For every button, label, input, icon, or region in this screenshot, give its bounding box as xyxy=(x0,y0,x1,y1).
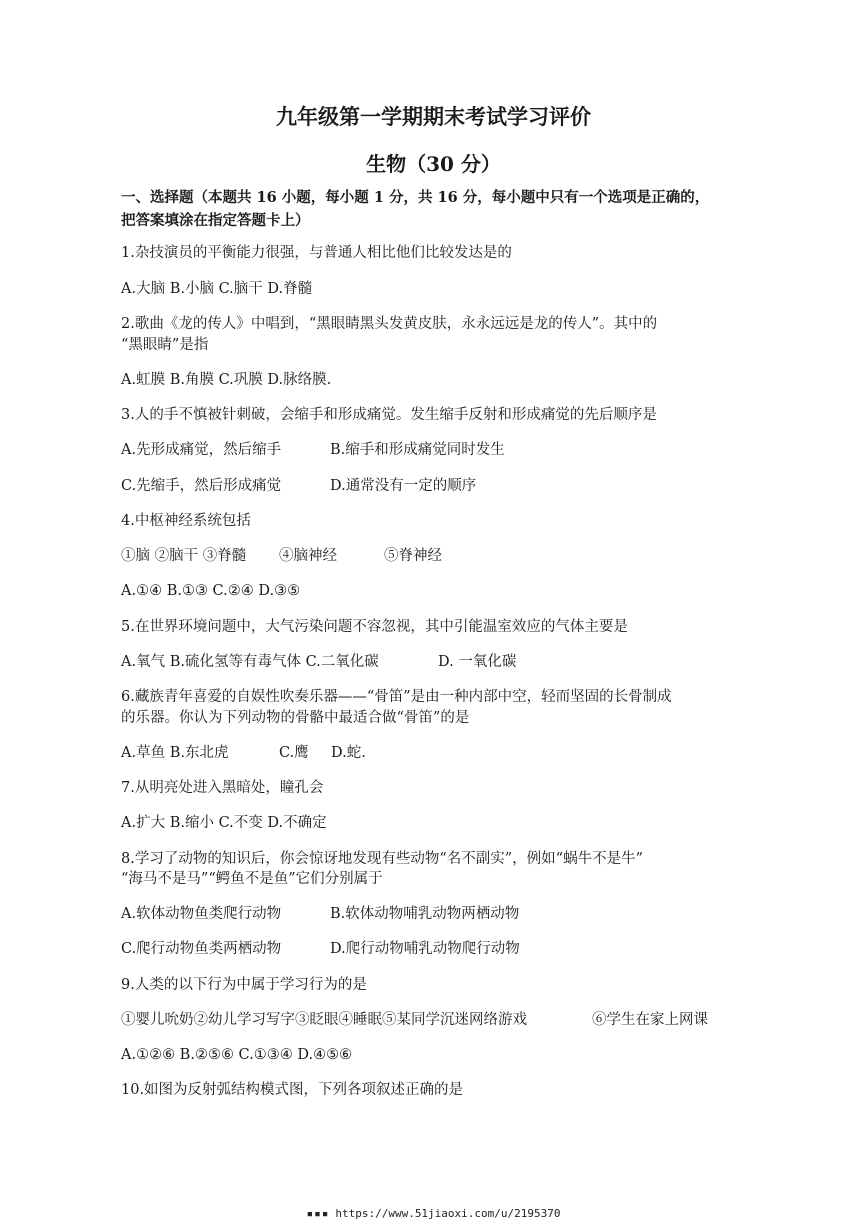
question-9-items: ①婴儿吮奶②幼儿学习写字③眨眼④睡眠⑤某同学沉迷网络游戏 xyxy=(121,1012,527,1028)
question-3-option-a: A.先形成痛觉，然后缩手 xyxy=(121,442,282,458)
question-8-option-d: D.爬行动物哺乳动物爬行动物 xyxy=(330,941,520,957)
question-2-line-2: “黑眼睛”是指 xyxy=(121,337,209,353)
question-4-items-1: ①脑 ②脑干 ③脊髓 xyxy=(121,548,247,564)
question-1: 1.杂技演员的平衡能力很强，与普通人相比他们比较发达是的 xyxy=(121,245,512,261)
question-7-options: A.扩大 B.缩小 C.不变 D.不确定 xyxy=(121,815,327,831)
question-8-line-2: “海马不是马”“鳄鱼不是鱼”它们分别属于 xyxy=(121,871,383,887)
question-9-options: A.①②⑥ B.②⑤⑥ C.①③④ D.④⑤⑥ xyxy=(121,1047,353,1063)
question-6-options-ab: A.草鱼 B.东北虎 xyxy=(121,745,229,761)
question-9: 9.人类的以下行为中属于学习行为的是 xyxy=(121,977,367,993)
watermark-dots-icon: ▪▪▪ xyxy=(306,1207,330,1220)
question-6-option-d: D.蛇. xyxy=(331,745,366,761)
question-7: 7.从明亮处进入黑暗处，瞳孔会 xyxy=(121,780,324,796)
footer xyxy=(0,1207,867,1220)
question-4-items-2: ④脑神经 xyxy=(279,548,337,564)
question-2-options: A.虹膜 B.角膜 C.巩膜 D.脉络膜. xyxy=(121,372,332,388)
question-3-option-c: C.先缩手，然后形成痛觉 xyxy=(121,478,282,494)
section-header-line-1: 一、选择题（本题共 16 小题，每小题 1 分，共 16 分，每小题中只有一个选项是正确的， xyxy=(121,189,710,206)
question-6-line-1: 6.藏族青年喜爱的自娱性吹奏乐器——“骨笛”是由一种内部中空，轻而坚固的长骨制成 xyxy=(121,689,672,705)
question-1-options: A.大脑 B.小脑 C.脑干 D.脊髓 xyxy=(121,281,313,297)
section-header-line-2: 把答案填涂在指定答题卡上） xyxy=(121,212,310,229)
question-3-option-d: D.通常没有一定的顺序 xyxy=(330,478,477,494)
question-8-option-a: A.软体动物鱼类爬行动物 xyxy=(121,906,282,922)
page-title: 九年级第一学期期末考试学习评价 xyxy=(276,104,591,129)
question-8-option-c: C.爬行动物鱼类两栖动物 xyxy=(121,941,282,957)
question-3-option-b: B.缩手和形成痛觉同时发生 xyxy=(330,442,505,458)
section-header xyxy=(121,186,761,232)
question-6-line-2: 的乐器。你认为下列动物的骨骼中最适合做“骨笛”的是 xyxy=(121,710,470,726)
question-10: 10.如图为反射弧结构模式图，下列各项叙述正确的是 xyxy=(121,1082,464,1098)
footer-url[interactable]: https://www.51jiaoxi.com/u/2195370 xyxy=(335,1207,561,1220)
question-4: 4.中枢神经系统包括 xyxy=(121,513,251,529)
question-4-options: A.①④ B.①③ C.②④ D.③⑤ xyxy=(121,583,301,599)
question-9-item-6: ⑥学生在家上网课 xyxy=(592,1012,708,1028)
question-4-items-3: ⑤脊神经 xyxy=(384,548,442,564)
question-6-option-c: C.鹰 xyxy=(279,745,309,761)
question-5: 5.在世界环境问题中，大气污染问题不容忽视，其中引能温室效应的气体主要是 xyxy=(121,619,628,635)
question-5-options: A.氧气 B.硫化氢等有毒气体 C.二氧化碳 xyxy=(121,654,379,670)
question-8-line-1: 8.学习了动物的知识后，你会惊讶地发现有些动物“名不副实”，例如“蜗牛不是牛” xyxy=(121,851,643,867)
question-8-option-b: B.软体动物哺乳动物两栖动物 xyxy=(330,906,520,922)
question-2-line-1: 2.歌曲《龙的传人》中唱到，“黑眼睛黑头发黄皮肤，永永远远是龙的传人”。其中的 xyxy=(121,316,658,332)
page-subtitle: 生物（30 分） xyxy=(366,152,501,176)
question-5-option-d: D. 一氧化碳 xyxy=(438,654,517,670)
question-3: 3.人的手不慎被针刺破，会缩手和形成痛觉。发生缩手反射和形成痛觉的先后顺序是 xyxy=(121,407,657,423)
